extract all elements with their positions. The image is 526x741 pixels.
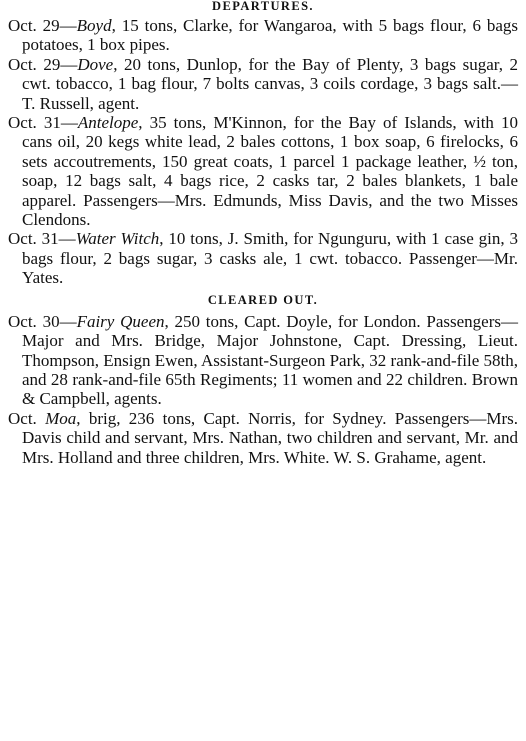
entry-text: , 35 tons, M'Kinnon, for the Bay of Islands, with 10 cans oil, 20 kegs white lead, 2 bales cottons, 1 box soap, 6 firelocks, 6 sets accoutrements, 150 great coats, 1 parcel 1 package leather, ½ ton, soap, 12 bags salt, 4 bags rice, 2 casks tar, 2 bales blankets, 1 bale apparel. Passengers—Mrs. Edmunds, Miss Davis, and the two Misses Clendons. bbox=[22, 113, 519, 230]
entry-text: , brig, 236 tons, Capt. Norris, for Sydney. Passengers—Mrs. Davis child and servant, Mrs. Nathan, two children and servant, Mr. and Mrs. Holland and three children, Mrs. White. W. S. Grahame, agent. bbox=[22, 408, 518, 467]
entry-date: Oct. 29— bbox=[8, 16, 77, 35]
cleared-out-heading: CLEARED OUT. bbox=[207, 292, 319, 307]
departure-entry bbox=[8, 229, 518, 287]
vessel-name: Antelope bbox=[77, 113, 139, 133]
departure-entry bbox=[8, 113, 518, 229]
cleared-entry bbox=[8, 312, 518, 409]
entry-date: Oct. 29— bbox=[8, 54, 78, 74]
entry-date: Oct. 31— bbox=[8, 229, 76, 249]
entry-date: Oct. bbox=[8, 408, 46, 428]
entry-text: , 20 tons, Dunlop, for the Bay of Plenty, 3 bags sugar, 2 cwt. tobacco, 1 bag flour, 7 bolts canvas, 3 coils cordage, 3 bags salt.—T. Russell, agent. bbox=[22, 54, 519, 113]
entry-date: Oct. 30— bbox=[8, 311, 77, 331]
vessel-name: Boyd bbox=[76, 16, 112, 35]
departure-entry bbox=[8, 55, 518, 113]
vessel-name: Water Witch bbox=[75, 229, 160, 249]
entry-text: , 15 tons, Clarke, for Wangaroa, with 5 bags flour, 6 bags potatoes, 1 box pipes. bbox=[22, 16, 519, 55]
vessel-name: Dove bbox=[77, 54, 114, 74]
entry-text: , 250 tons, Capt. Doyle, for London. Passengers—Major and Mrs. Bridge, Major Johnstone, Capt. Dressing, Lieut. Thompson, Ensign Ewen, Assistant-Surgeon Park, 32 rank-and-file 58th, and 28 rank-and-file 65th Regiments; 11 women and 22 children. Brown & Campbell, agents. bbox=[22, 311, 518, 409]
entry-date: Oct. 31— bbox=[8, 113, 78, 133]
vessel-name: Fairy Queen bbox=[76, 311, 165, 331]
entry-text: , 10 tons, J. Smith, for Ngunguru, with 1 case gin, 3 bags flour, 2 bags sugar, 3 casks ale, 1 cwt. tobacco. Passenger—Mr. Yates. bbox=[22, 229, 519, 288]
departure-entry bbox=[8, 16, 518, 55]
cleared-entry bbox=[8, 409, 518, 467]
departures-heading: DEPARTURES. bbox=[212, 0, 314, 13]
vessel-name: Moa bbox=[45, 408, 77, 428]
